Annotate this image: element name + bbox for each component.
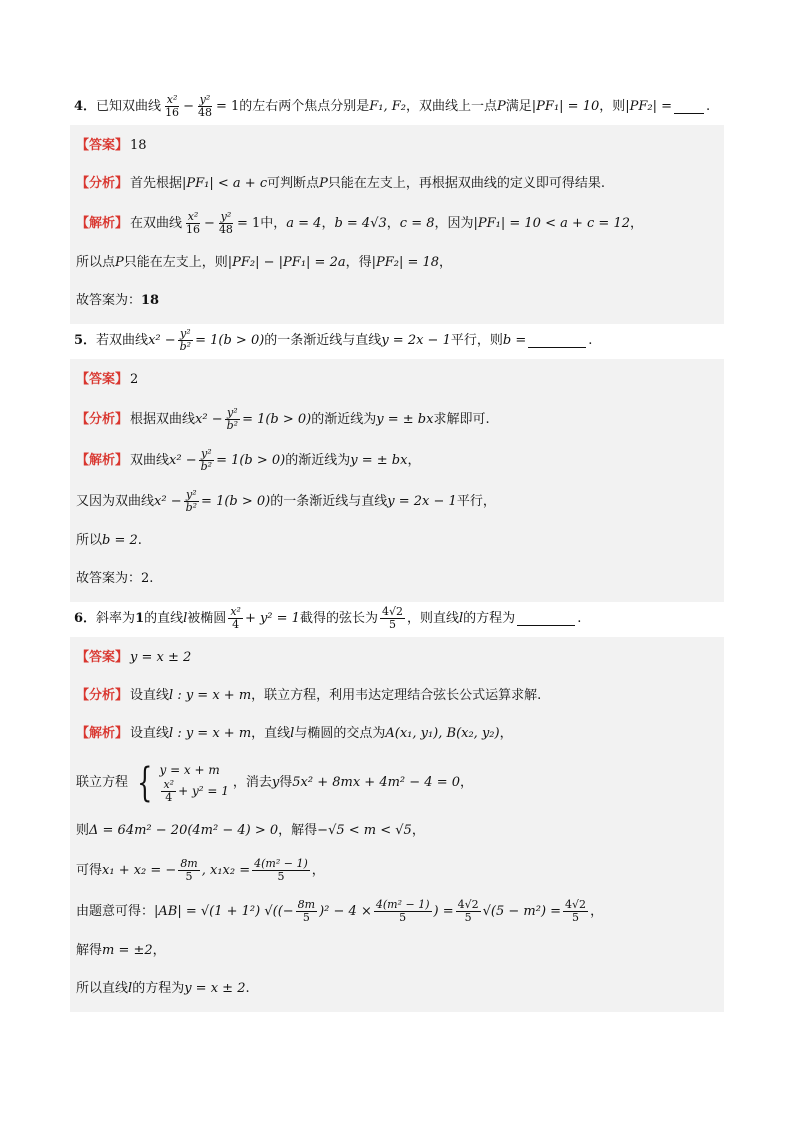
text: ，消去 — [232, 774, 272, 790]
text: ， — [411, 823, 425, 838]
question-number: 6． — [74, 610, 97, 626]
solution-row — [70, 715, 724, 753]
document-page — [70, 90, 724, 1012]
answer-tag: 【答案】 — [76, 372, 129, 387]
math-inline: |PF₁| < a + c — [182, 176, 268, 191]
solution-line — [70, 522, 724, 560]
solution-tag: 【解析】 — [76, 726, 129, 741]
math-inline: −√5 < m < √5 — [317, 823, 412, 838]
text: ，直线 — [251, 726, 291, 741]
text: 与椭圆的交点为 — [294, 726, 386, 741]
math-inline: ) = — [433, 903, 454, 919]
answer-box-4 — [70, 125, 724, 324]
solution-line — [70, 891, 724, 932]
math-inline: )² − 4 × — [319, 903, 372, 919]
text: 双曲线 — [130, 452, 170, 468]
stem-text: 被椭圆 — [187, 610, 227, 626]
analysis-row — [70, 165, 724, 203]
text: 故答案为： — [76, 293, 142, 308]
fraction: $\frac{\text{y²}}{48}$ — [218, 210, 233, 236]
math-inline: = 1(b > 0) — [201, 493, 271, 509]
system-equation: y = x + m — [159, 763, 220, 777]
text: 根据双曲线 — [130, 411, 196, 427]
fraction: $\frac{\text{x²}}{16}$ — [186, 210, 201, 236]
text: ， — [590, 903, 604, 919]
final-answer-row — [70, 282, 724, 320]
stem-text: 已知双曲线 — [96, 98, 162, 114]
fraction: $\frac{8m}{5}$ — [297, 898, 316, 924]
math-inline: |AB| = √(1 + 1²) √((− — [154, 903, 294, 919]
stem-text: 的左右两个焦点分别是 — [239, 98, 370, 114]
answer-blank — [528, 333, 586, 348]
text: ，联立方程，利用韦达定理结合弦长公式运算求解. — [251, 688, 542, 703]
solution-row — [70, 203, 724, 244]
text: 的渐近线为 — [285, 452, 351, 468]
final-answer: 故答案为：2. — [76, 571, 154, 586]
text: 求解即可. — [433, 411, 490, 427]
text: ， — [499, 726, 513, 741]
math-inline: y = x ± 2 — [184, 981, 246, 996]
text: 又因为双曲线 — [76, 493, 155, 509]
math-inline: √(5 − m²) = — [482, 903, 562, 919]
answer-blank — [517, 611, 575, 626]
text: 解得 — [76, 943, 103, 958]
solution-line — [70, 244, 724, 282]
math-inline: |PF₂| = 18 — [371, 255, 440, 270]
math-inline: 5x² + 8mx + 4m² − 4 = 0 — [292, 774, 460, 790]
text: ，因为 — [434, 215, 474, 231]
stem-text: 斜率为 — [96, 610, 136, 626]
text: 可判断点 — [267, 176, 320, 191]
solution-line — [70, 970, 724, 1008]
fraction: $\frac{\text{x²}}{4}$ — [230, 605, 241, 631]
answer-tag: 【答案】 — [76, 138, 129, 153]
question-number: 4． — [74, 98, 97, 114]
fraction: $\frac{8m}{5}$ — [180, 857, 198, 883]
text: . — [245, 981, 250, 996]
text: 平行， — [456, 493, 496, 509]
math-inline: l : y = x + m — [169, 688, 252, 703]
math-inline: y = 2x − 1 — [381, 332, 451, 348]
fraction: $\frac{\text{4(m² − 1)}}{5}$ — [375, 898, 430, 924]
stem-text: 平行，则 — [450, 332, 503, 348]
stem-text: . — [577, 610, 582, 626]
math-inline: , x₁x₂ = — [201, 862, 251, 878]
math-inline: a = 4 — [286, 215, 322, 231]
text: ， — [321, 215, 335, 231]
analysis-tag: 【分析】 — [76, 411, 129, 427]
stem-text: 满足 — [505, 98, 532, 114]
stem-text: ，则直线 — [406, 610, 459, 626]
stem-text: 若双曲线 — [96, 332, 149, 348]
math-inline: b = — [502, 332, 527, 348]
equation-system — [132, 761, 229, 804]
answer-value: 18 — [130, 138, 147, 153]
answer-value: y = x ± 2 — [130, 650, 192, 665]
text: ， — [630, 215, 644, 231]
question-4 — [70, 90, 724, 125]
question-5 — [70, 324, 724, 359]
solution-line — [70, 481, 724, 522]
math-inline: x² − — [154, 493, 182, 509]
answer-tag: 【答案】 — [76, 650, 129, 665]
math-inline: l — [459, 610, 464, 626]
text: 的一条渐近线与直线 — [270, 493, 388, 509]
fraction: $\frac{\text{y²}}{\text{b²}}$ — [226, 406, 239, 432]
math-inline: |PF₂| − |PF₁| = 2a — [227, 255, 346, 270]
math-inline: x² − — [195, 411, 223, 427]
text: 所以直线 — [76, 981, 129, 996]
answer-box-5 — [70, 359, 724, 602]
text: 只能在左支上，则 — [123, 255, 228, 270]
text: 所以 — [76, 533, 103, 548]
math-inline: y = 2x − 1 — [387, 493, 457, 509]
fraction: $\frac{\text{y²}}{\text{b²}}$ — [185, 488, 198, 514]
text: ， — [311, 862, 325, 878]
math-inline: x² − — [169, 452, 197, 468]
text: 由题意可得： — [76, 903, 155, 919]
solution-line — [70, 932, 724, 970]
question-6 — [70, 602, 724, 637]
solution-line — [70, 812, 724, 850]
math-op: = 1 — [236, 215, 261, 231]
text: 在双曲线 — [130, 215, 183, 231]
fraction: $\frac{4√2}{5}$ — [457, 898, 479, 924]
text: ， — [152, 943, 166, 958]
stem-text: . — [706, 98, 711, 114]
math-op: = 1 — [215, 98, 240, 114]
answer-row — [70, 127, 724, 165]
stem-text: 的方程为 — [463, 610, 516, 626]
text: 所以点 — [76, 255, 116, 270]
math-inline: |PF₂| = — [625, 98, 673, 114]
math-inline: l — [128, 981, 133, 996]
text: ， — [460, 774, 474, 790]
system-row — [70, 753, 724, 812]
math-inline: l — [183, 610, 188, 626]
math-inline: F₁, F₂ — [369, 98, 407, 114]
solution-tag: 【解析】 — [76, 452, 129, 468]
fraction: $\frac{\text{y²}}{\text{b²}}$ — [200, 447, 213, 473]
math-inline: y — [271, 774, 280, 790]
math-inline: l : y = x + m — [169, 726, 252, 741]
text: 设直线 — [130, 688, 170, 703]
analysis-row — [70, 399, 724, 440]
analysis-tag: 【分析】 — [76, 688, 129, 703]
text: 的方程为 — [132, 981, 185, 996]
math-inline: b = 2 — [102, 533, 138, 548]
text: ， — [386, 215, 400, 231]
math-inline: b = 4√3 — [334, 215, 387, 231]
stem-text: ，则 — [599, 98, 626, 114]
stem-text: 的直线 — [144, 610, 184, 626]
math-inline: l — [290, 726, 295, 741]
answer-row — [70, 361, 724, 399]
text: 首先根据 — [130, 176, 183, 191]
text: 则 — [76, 823, 90, 838]
text: 设直线 — [130, 726, 170, 741]
math-inline: = 1(b > 0) — [242, 411, 312, 427]
math-inline: Δ = 64m² − 20(4m² − 4) > 0 — [89, 823, 279, 838]
stem-text: . — [588, 332, 593, 348]
text: 得 — [279, 774, 293, 790]
math-inline: P — [319, 176, 328, 191]
answer-row — [70, 639, 724, 677]
text: ， — [439, 255, 453, 270]
math-inline: + y² = 1 — [244, 610, 300, 626]
question-number: 5． — [74, 332, 97, 348]
math-inline: c = 8 — [399, 215, 435, 231]
math-inline: A(x₁, y₁), B(x₂, y₂) — [385, 726, 500, 741]
stem-text: 截得的弦长为 — [299, 610, 378, 626]
math-inline: P — [497, 98, 506, 114]
math-inline: |PF₁| = 10 < a + c = 12 — [473, 215, 630, 231]
answer-box-6 — [70, 637, 724, 1012]
text: . — [137, 533, 142, 548]
math-inline: x₁ + x₂ = − — [102, 862, 177, 878]
text: 联立方程 — [76, 774, 129, 790]
fraction: $\frac{4√2}{5}$ — [381, 605, 403, 631]
fraction: $\frac{4√2}{5}$ — [565, 898, 587, 924]
stem-text: 的一条渐近线与直线 — [264, 332, 382, 348]
final-answer-row — [70, 560, 724, 598]
solution-line — [70, 850, 724, 891]
answer-value: 2 — [130, 372, 139, 387]
math-inline: x² − — [148, 332, 176, 348]
solution-row — [70, 440, 724, 481]
text: 的渐近线为 — [311, 411, 377, 427]
math-inline: P — [115, 255, 124, 270]
answer-blank — [674, 99, 704, 114]
math-inline: 1 — [135, 610, 145, 626]
text: ，解得 — [278, 823, 318, 838]
math-inline: = 1(b > 0) — [216, 452, 286, 468]
final-answer: 18 — [141, 293, 160, 308]
stem-text: ，双曲线上一点 — [406, 98, 498, 114]
text: ，得 — [345, 255, 372, 270]
brace-icon: { — [137, 759, 153, 806]
math-inline: y = ± bx — [376, 411, 434, 427]
math-inline: = 1(b > 0) — [195, 332, 265, 348]
fraction: $\frac{\text{4(m² − 1)}}{5}$ — [254, 857, 308, 883]
system-equation: $\frac{\text{x²}}{4}$ + y² = 1 — [163, 778, 229, 804]
fraction: $\frac{\text{y²}}{48}$ — [197, 93, 212, 119]
text: 可得 — [76, 862, 103, 878]
math-inline: y = ± bx — [350, 452, 408, 468]
math-inline: |PF₁| = 10 — [531, 98, 600, 114]
text: ， — [407, 452, 421, 468]
analysis-tag: 【分析】 — [76, 176, 129, 191]
fraction: $\frac{\text{x²}}{16}$ — [165, 93, 180, 119]
math-op: − — [204, 215, 215, 231]
math-op: − — [183, 98, 194, 114]
text: 只能在左支上，再根据双曲线的定义即可得结果. — [327, 176, 606, 191]
math-inline: m = ±2 — [102, 943, 153, 958]
solution-tag: 【解析】 — [76, 215, 129, 231]
analysis-row — [70, 677, 724, 715]
fraction: $\frac{\text{y²}}{\text{b²}}$ — [179, 327, 192, 353]
text: 中， — [260, 215, 287, 231]
